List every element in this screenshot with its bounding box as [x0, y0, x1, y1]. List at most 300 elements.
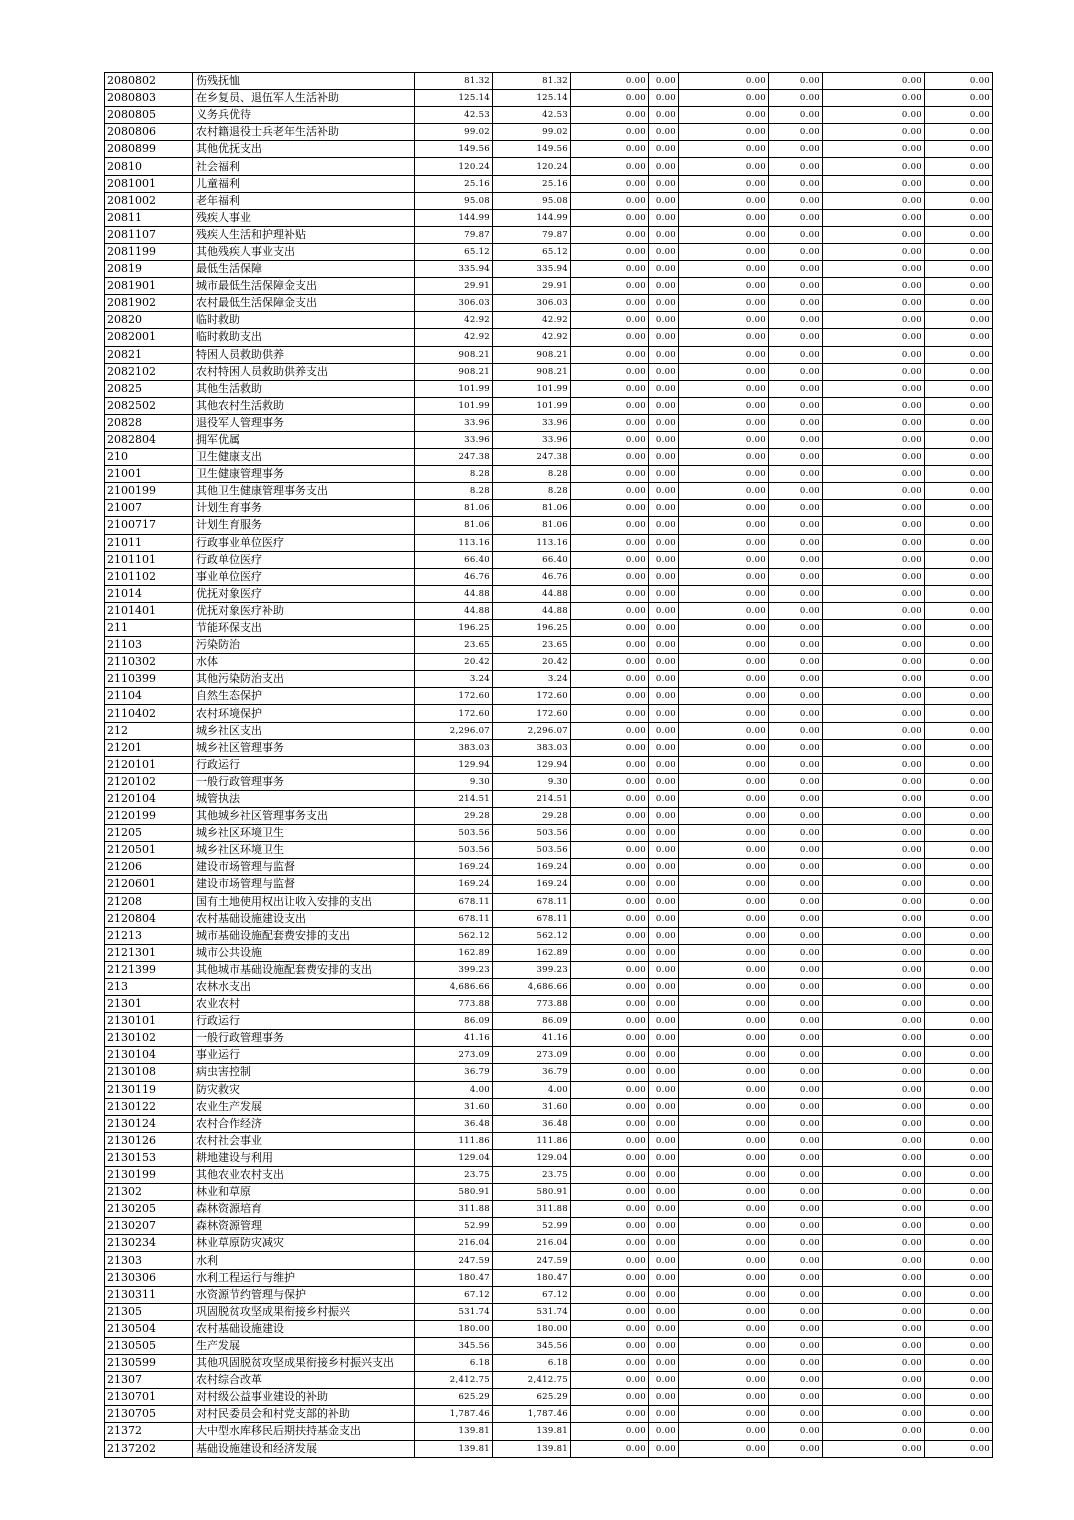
table-row: [105, 1337, 993, 1354]
cell-col-6: 0.00: [649, 1184, 679, 1201]
cell-col-8: 0.00: [769, 1389, 823, 1406]
cell-col-8: 0.00: [769, 431, 823, 448]
cell-col-7: 0.00: [679, 585, 769, 602]
table-row: [105, 175, 993, 192]
cell-col-10: 0.00: [925, 517, 993, 534]
cell-col-7: 0.00: [679, 1286, 769, 1303]
table-row: [105, 620, 993, 637]
cell-col-9: 0.00: [823, 329, 925, 346]
cell-col-10: 0.00: [925, 825, 993, 842]
cell-total: 6.18: [415, 1355, 493, 1372]
cell-basic-expenditure: 2,296.07: [493, 722, 571, 739]
cell-subject-code: 21104: [105, 688, 193, 705]
cell-col-10: 0.00: [925, 585, 993, 602]
cell-col-6: 0.00: [649, 312, 679, 329]
cell-subject-name: 行政事业单位医疗: [193, 534, 415, 551]
cell-total: 44.88: [415, 585, 493, 602]
cell-col-9: 0.00: [823, 466, 925, 483]
cell-subject-name: 城市公共设施: [193, 944, 415, 961]
cell-subject-code: 2101401: [105, 602, 193, 619]
cell-project-expenditure: 0.00: [571, 158, 649, 175]
cell-basic-expenditure: 383.03: [493, 739, 571, 756]
cell-total: 44.88: [415, 602, 493, 619]
cell-col-7: 0.00: [679, 1320, 769, 1337]
cell-col-10: 0.00: [925, 1167, 993, 1184]
cell-basic-expenditure: 86.09: [493, 1013, 571, 1030]
cell-project-expenditure: 0.00: [571, 910, 649, 927]
cell-col-8: 0.00: [769, 1423, 823, 1440]
cell-total: 4.00: [415, 1081, 493, 1098]
cell-total: 42.92: [415, 329, 493, 346]
cell-basic-expenditure: 144.99: [493, 209, 571, 226]
table-row: [105, 1423, 993, 1440]
table-row: [105, 1149, 993, 1166]
cell-col-10: 0.00: [925, 124, 993, 141]
cell-total: 67.12: [415, 1286, 493, 1303]
cell-col-6: 0.00: [649, 927, 679, 944]
cell-basic-expenditure: 129.04: [493, 1149, 571, 1166]
cell-subject-name: 巩固脱贫攻坚成果衔接乡村振兴: [193, 1303, 415, 1320]
cell-col-9: 0.00: [823, 1167, 925, 1184]
cell-total: 180.00: [415, 1320, 493, 1337]
cell-col-6: 0.00: [649, 1235, 679, 1252]
cell-col-7: 0.00: [679, 226, 769, 243]
cell-col-10: 0.00: [925, 1081, 993, 1098]
cell-project-expenditure: 0.00: [571, 500, 649, 517]
cell-col-10: 0.00: [925, 876, 993, 893]
cell-project-expenditure: 0.00: [571, 1047, 649, 1064]
cell-col-7: 0.00: [679, 773, 769, 790]
cell-col-8: 0.00: [769, 1320, 823, 1337]
cell-col-6: 0.00: [649, 209, 679, 226]
cell-col-8: 0.00: [769, 397, 823, 414]
cell-col-8: 0.00: [769, 654, 823, 671]
cell-subject-code: 2080805: [105, 107, 193, 124]
cell-subject-code: 2081002: [105, 192, 193, 209]
cell-col-10: 0.00: [925, 1030, 993, 1047]
cell-col-10: 0.00: [925, 705, 993, 722]
cell-project-expenditure: 0.00: [571, 1355, 649, 1372]
cell-basic-expenditure: 196.25: [493, 620, 571, 637]
cell-col-10: 0.00: [925, 1269, 993, 1286]
table-row: [105, 825, 993, 842]
cell-subject-code: 2130122: [105, 1098, 193, 1115]
cell-subject-code: 2082502: [105, 397, 193, 414]
cell-subject-code: 2082001: [105, 329, 193, 346]
cell-project-expenditure: 0.00: [571, 756, 649, 773]
cell-subject-name: 农村基础设施建设: [193, 1320, 415, 1337]
cell-col-9: 0.00: [823, 739, 925, 756]
cell-col-9: 0.00: [823, 602, 925, 619]
cell-col-6: 0.00: [649, 1389, 679, 1406]
cell-col-7: 0.00: [679, 705, 769, 722]
cell-col-7: 0.00: [679, 1132, 769, 1149]
table-row: [105, 466, 993, 483]
cell-col-10: 0.00: [925, 1355, 993, 1372]
cell-col-9: 0.00: [823, 927, 925, 944]
cell-total: 125.14: [415, 90, 493, 107]
cell-col-6: 0.00: [649, 825, 679, 842]
cell-subject-code: 2121301: [105, 944, 193, 961]
cell-subject-code: 2130104: [105, 1047, 193, 1064]
cell-basic-expenditure: 25.16: [493, 175, 571, 192]
cell-col-6: 0.00: [649, 842, 679, 859]
cell-subject-code: 20811: [105, 209, 193, 226]
cell-basic-expenditure: 335.94: [493, 261, 571, 278]
cell-col-10: 0.00: [925, 808, 993, 825]
cell-col-9: 0.00: [823, 1389, 925, 1406]
cell-total: 169.24: [415, 859, 493, 876]
cell-basic-expenditure: 129.94: [493, 756, 571, 773]
cell-col-10: 0.00: [925, 1423, 993, 1440]
cell-col-6: 0.00: [649, 996, 679, 1013]
cell-basic-expenditure: 4.00: [493, 1081, 571, 1098]
cell-col-6: 0.00: [649, 107, 679, 124]
cell-subject-code: 2120601: [105, 876, 193, 893]
cell-subject-code: 2130306: [105, 1269, 193, 1286]
cell-col-7: 0.00: [679, 158, 769, 175]
cell-subject-code: 21206: [105, 859, 193, 876]
cell-basic-expenditure: 162.89: [493, 944, 571, 961]
cell-col-8: 0.00: [769, 842, 823, 859]
cell-basic-expenditure: 399.23: [493, 961, 571, 978]
cell-basic-expenditure: 44.88: [493, 585, 571, 602]
cell-col-9: 0.00: [823, 1440, 925, 1457]
cell-basic-expenditure: 8.28: [493, 483, 571, 500]
cell-subject-name: 林业和草原: [193, 1184, 415, 1201]
cell-col-10: 0.00: [925, 944, 993, 961]
cell-total: 29.91: [415, 278, 493, 295]
cell-col-8: 0.00: [769, 1303, 823, 1320]
cell-col-8: 0.00: [769, 1440, 823, 1457]
cell-basic-expenditure: 773.88: [493, 996, 571, 1013]
cell-col-10: 0.00: [925, 414, 993, 431]
cell-col-8: 0.00: [769, 1372, 823, 1389]
cell-col-7: 0.00: [679, 312, 769, 329]
table-row: [105, 500, 993, 517]
cell-subject-code: 21303: [105, 1252, 193, 1269]
table-row: [105, 1235, 993, 1252]
cell-col-8: 0.00: [769, 517, 823, 534]
cell-total: 139.81: [415, 1423, 493, 1440]
cell-subject-code: 2130599: [105, 1355, 193, 1372]
cell-col-8: 0.00: [769, 209, 823, 226]
cell-col-8: 0.00: [769, 175, 823, 192]
cell-subject-name: 农业农村: [193, 996, 415, 1013]
cell-project-expenditure: 0.00: [571, 1252, 649, 1269]
cell-subject-name: 一般行政管理事务: [193, 1030, 415, 1047]
cell-col-7: 0.00: [679, 825, 769, 842]
cell-subject-code: 21372: [105, 1423, 193, 1440]
cell-col-7: 0.00: [679, 209, 769, 226]
cell-project-expenditure: 0.00: [571, 466, 649, 483]
cell-col-8: 0.00: [769, 1286, 823, 1303]
cell-col-9: 0.00: [823, 363, 925, 380]
cell-col-7: 0.00: [679, 1235, 769, 1252]
cell-col-10: 0.00: [925, 756, 993, 773]
cell-basic-expenditure: 345.56: [493, 1337, 571, 1354]
table-row: [105, 295, 993, 312]
cell-col-7: 0.00: [679, 1389, 769, 1406]
cell-total: 66.40: [415, 551, 493, 568]
cell-project-expenditure: 0.00: [571, 1149, 649, 1166]
cell-col-6: 0.00: [649, 1406, 679, 1423]
cell-col-6: 0.00: [649, 620, 679, 637]
cell-col-9: 0.00: [823, 261, 925, 278]
cell-subject-name: 农村基础设施建设支出: [193, 910, 415, 927]
cell-subject-name: 退役军人管理事务: [193, 414, 415, 431]
cell-col-8: 0.00: [769, 756, 823, 773]
cell-subject-name: 污染防治: [193, 637, 415, 654]
cell-subject-code: 2137202: [105, 1440, 193, 1457]
cell-total: 139.81: [415, 1440, 493, 1457]
cell-col-6: 0.00: [649, 1167, 679, 1184]
cell-project-expenditure: 0.00: [571, 175, 649, 192]
cell-col-8: 0.00: [769, 893, 823, 910]
cell-total: 908.21: [415, 363, 493, 380]
cell-subject-name: 农村合作经济: [193, 1115, 415, 1132]
cell-col-9: 0.00: [823, 380, 925, 397]
cell-project-expenditure: 0.00: [571, 1372, 649, 1389]
cell-subject-code: 2120104: [105, 790, 193, 807]
cell-subject-name: 病虫害控制: [193, 1064, 415, 1081]
cell-col-6: 0.00: [649, 1081, 679, 1098]
cell-project-expenditure: 0.00: [571, 842, 649, 859]
cell-col-9: 0.00: [823, 346, 925, 363]
cell-total: 95.08: [415, 192, 493, 209]
cell-col-8: 0.00: [769, 449, 823, 466]
cell-col-6: 0.00: [649, 278, 679, 295]
cell-col-6: 0.00: [649, 363, 679, 380]
cell-col-7: 0.00: [679, 124, 769, 141]
cell-col-7: 0.00: [679, 568, 769, 585]
cell-total: 144.99: [415, 209, 493, 226]
cell-col-7: 0.00: [679, 620, 769, 637]
cell-project-expenditure: 0.00: [571, 107, 649, 124]
cell-subject-code: 2130504: [105, 1320, 193, 1337]
cell-project-expenditure: 0.00: [571, 790, 649, 807]
cell-col-8: 0.00: [769, 261, 823, 278]
table-row: [105, 124, 993, 141]
cell-project-expenditure: 0.00: [571, 859, 649, 876]
cell-col-8: 0.00: [769, 107, 823, 124]
cell-total: 311.88: [415, 1201, 493, 1218]
cell-col-7: 0.00: [679, 278, 769, 295]
cell-subject-name: 临时救助支出: [193, 329, 415, 346]
cell-col-9: 0.00: [823, 568, 925, 585]
cell-basic-expenditure: 4,686.66: [493, 978, 571, 995]
cell-total: 86.09: [415, 1013, 493, 1030]
cell-col-7: 0.00: [679, 1355, 769, 1372]
cell-col-8: 0.00: [769, 278, 823, 295]
cell-basic-expenditure: 81.06: [493, 517, 571, 534]
cell-col-8: 0.00: [769, 1115, 823, 1132]
cell-col-9: 0.00: [823, 517, 925, 534]
cell-total: 99.02: [415, 124, 493, 141]
cell-total: 46.76: [415, 568, 493, 585]
cell-col-10: 0.00: [925, 1320, 993, 1337]
cell-total: 23.75: [415, 1167, 493, 1184]
cell-col-9: 0.00: [823, 637, 925, 654]
cell-col-9: 0.00: [823, 756, 925, 773]
cell-col-8: 0.00: [769, 73, 823, 90]
cell-col-6: 0.00: [649, 158, 679, 175]
cell-col-6: 0.00: [649, 1252, 679, 1269]
cell-subject-name: 农村特困人员救助供养支出: [193, 363, 415, 380]
cell-col-8: 0.00: [769, 1013, 823, 1030]
cell-basic-expenditure: 216.04: [493, 1235, 571, 1252]
cell-subject-code: 2101101: [105, 551, 193, 568]
cell-total: 65.12: [415, 243, 493, 260]
cell-subject-code: 2081901: [105, 278, 193, 295]
cell-total: 214.51: [415, 790, 493, 807]
cell-total: 20.42: [415, 654, 493, 671]
cell-col-8: 0.00: [769, 551, 823, 568]
cell-project-expenditure: 0.00: [571, 431, 649, 448]
cell-col-9: 0.00: [823, 1081, 925, 1098]
cell-basic-expenditure: 908.21: [493, 363, 571, 380]
cell-basic-expenditure: 81.06: [493, 500, 571, 517]
cell-project-expenditure: 0.00: [571, 1320, 649, 1337]
cell-total: 273.09: [415, 1047, 493, 1064]
cell-col-9: 0.00: [823, 312, 925, 329]
cell-col-9: 0.00: [823, 1064, 925, 1081]
cell-total: 773.88: [415, 996, 493, 1013]
cell-col-10: 0.00: [925, 107, 993, 124]
table-row: [105, 1013, 993, 1030]
table-row: [105, 1269, 993, 1286]
cell-col-6: 0.00: [649, 1149, 679, 1166]
cell-col-9: 0.00: [823, 1355, 925, 1372]
cell-col-7: 0.00: [679, 431, 769, 448]
cell-subject-name: 水利: [193, 1252, 415, 1269]
cell-col-7: 0.00: [679, 1184, 769, 1201]
cell-basic-expenditure: 65.12: [493, 243, 571, 260]
cell-col-10: 0.00: [925, 842, 993, 859]
cell-col-9: 0.00: [823, 1252, 925, 1269]
table-row: [105, 431, 993, 448]
cell-col-6: 0.00: [649, 876, 679, 893]
cell-project-expenditure: 0.00: [571, 209, 649, 226]
table-row: [105, 1115, 993, 1132]
cell-total: 180.47: [415, 1269, 493, 1286]
cell-col-6: 0.00: [649, 192, 679, 209]
cell-subject-code: 21305: [105, 1303, 193, 1320]
cell-col-7: 0.00: [679, 414, 769, 431]
cell-col-7: 0.00: [679, 756, 769, 773]
cell-subject-name: 城乡社区支出: [193, 722, 415, 739]
cell-col-8: 0.00: [769, 483, 823, 500]
cell-col-8: 0.00: [769, 346, 823, 363]
cell-total: 81.06: [415, 500, 493, 517]
cell-total: 3.24: [415, 671, 493, 688]
cell-project-expenditure: 0.00: [571, 620, 649, 637]
cell-subject-code: 2130108: [105, 1064, 193, 1081]
cell-col-8: 0.00: [769, 1132, 823, 1149]
cell-project-expenditure: 0.00: [571, 893, 649, 910]
cell-col-7: 0.00: [679, 346, 769, 363]
cell-basic-expenditure: 2,412.75: [493, 1372, 571, 1389]
cell-col-6: 0.00: [649, 500, 679, 517]
cell-total: 120.24: [415, 158, 493, 175]
cell-basic-expenditure: 23.75: [493, 1167, 571, 1184]
cell-basic-expenditure: 149.56: [493, 141, 571, 158]
cell-col-9: 0.00: [823, 842, 925, 859]
cell-subject-code: 2130124: [105, 1115, 193, 1132]
cell-col-9: 0.00: [823, 414, 925, 431]
cell-subject-name: 行政运行: [193, 1013, 415, 1030]
cell-basic-expenditure: 139.81: [493, 1440, 571, 1457]
cell-total: 149.56: [415, 141, 493, 158]
cell-col-8: 0.00: [769, 705, 823, 722]
cell-col-10: 0.00: [925, 534, 993, 551]
cell-col-9: 0.00: [823, 876, 925, 893]
cell-project-expenditure: 0.00: [571, 243, 649, 260]
cell-project-expenditure: 0.00: [571, 1081, 649, 1098]
cell-col-6: 0.00: [649, 893, 679, 910]
cell-project-expenditure: 0.00: [571, 329, 649, 346]
cell-total: 111.86: [415, 1132, 493, 1149]
cell-subject-name: 卫生健康管理事务: [193, 466, 415, 483]
cell-col-8: 0.00: [769, 996, 823, 1013]
cell-col-9: 0.00: [823, 1269, 925, 1286]
cell-basic-expenditure: 67.12: [493, 1286, 571, 1303]
cell-col-8: 0.00: [769, 192, 823, 209]
cell-subject-name: 计划生育服务: [193, 517, 415, 534]
cell-col-8: 0.00: [769, 825, 823, 842]
cell-col-6: 0.00: [649, 431, 679, 448]
cell-project-expenditure: 0.00: [571, 124, 649, 141]
cell-subject-name: 农村环境保护: [193, 705, 415, 722]
cell-basic-expenditure: 214.51: [493, 790, 571, 807]
cell-col-8: 0.00: [769, 1269, 823, 1286]
cell-subject-code: 2100717: [105, 517, 193, 534]
cell-project-expenditure: 0.00: [571, 1218, 649, 1235]
table-row: [105, 312, 993, 329]
cell-col-7: 0.00: [679, 688, 769, 705]
cell-total: 101.99: [415, 380, 493, 397]
cell-basic-expenditure: 503.56: [493, 825, 571, 842]
cell-total: 113.16: [415, 534, 493, 551]
cell-basic-expenditure: 42.92: [493, 312, 571, 329]
cell-col-7: 0.00: [679, 978, 769, 995]
cell-project-expenditure: 0.00: [571, 1406, 649, 1423]
cell-col-9: 0.00: [823, 1013, 925, 1030]
cell-subject-code: 2120102: [105, 773, 193, 790]
cell-subject-name: 其他卫生健康管理事务支出: [193, 483, 415, 500]
cell-col-7: 0.00: [679, 671, 769, 688]
cell-col-9: 0.00: [823, 859, 925, 876]
table-row: [105, 688, 993, 705]
table-row: [105, 978, 993, 995]
cell-subject-code: 2081107: [105, 226, 193, 243]
cell-subject-name: 大中型水库移民后期扶持基金支出: [193, 1423, 415, 1440]
cell-basic-expenditure: 81.32: [493, 73, 571, 90]
cell-basic-expenditure: 180.00: [493, 1320, 571, 1337]
cell-basic-expenditure: 9.30: [493, 773, 571, 790]
cell-col-8: 0.00: [769, 500, 823, 517]
cell-project-expenditure: 0.00: [571, 1201, 649, 1218]
cell-project-expenditure: 0.00: [571, 1064, 649, 1081]
cell-basic-expenditure: 1,787.46: [493, 1406, 571, 1423]
cell-col-10: 0.00: [925, 1286, 993, 1303]
cell-subject-name: 义务兵优待: [193, 107, 415, 124]
cell-col-6: 0.00: [649, 1440, 679, 1457]
cell-project-expenditure: 0.00: [571, 654, 649, 671]
cell-col-7: 0.00: [679, 1406, 769, 1423]
table-row: [105, 637, 993, 654]
cell-col-6: 0.00: [649, 790, 679, 807]
